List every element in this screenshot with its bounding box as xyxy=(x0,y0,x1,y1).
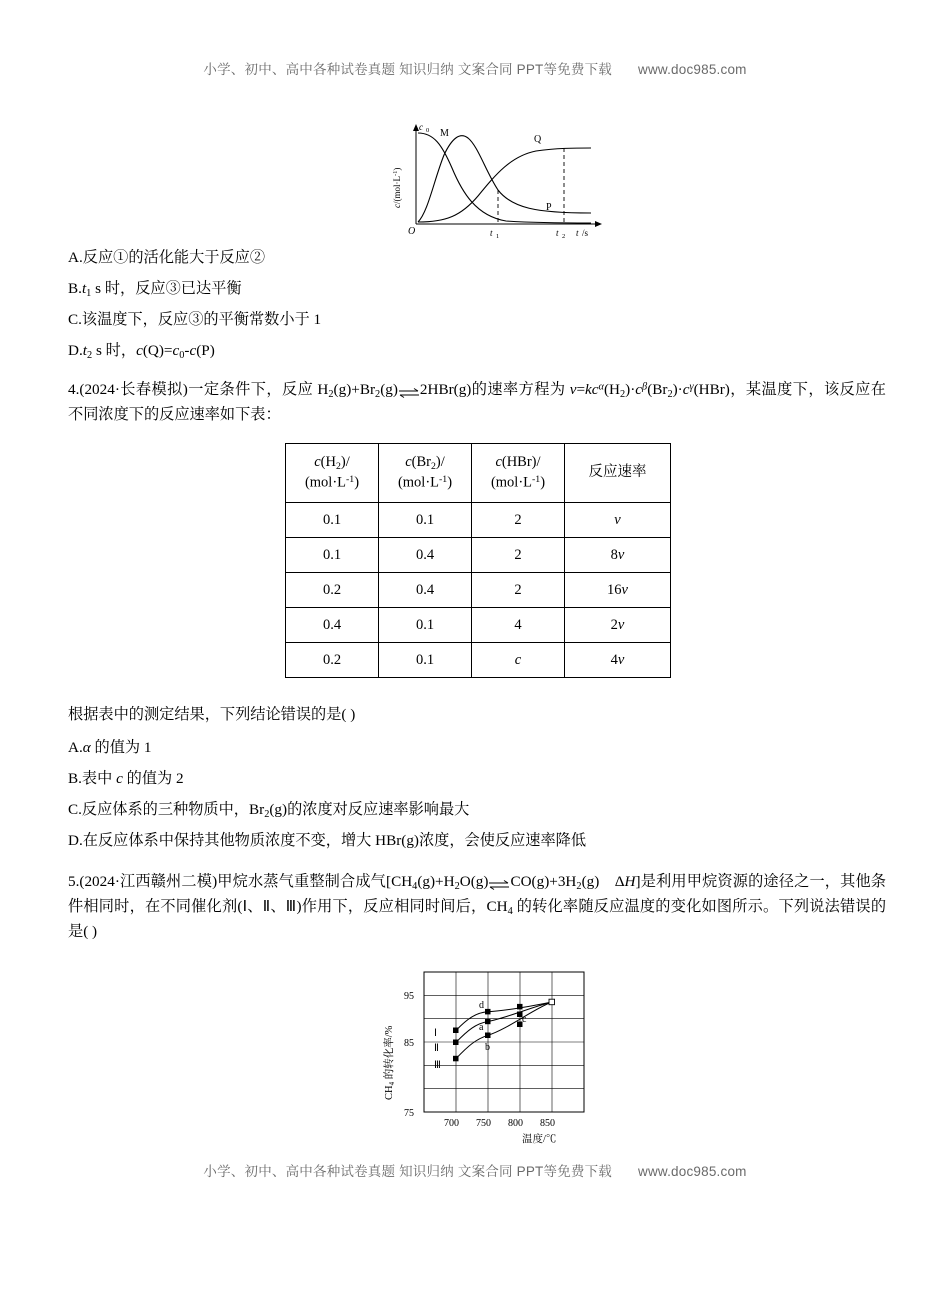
watermark-bottom-url: www.doc985.com xyxy=(638,1164,747,1179)
chart-concentration-vs-time xyxy=(386,120,616,240)
table-row xyxy=(286,573,671,608)
svg-text:/s: /s xyxy=(582,228,589,238)
svg-text:Ⅱ: Ⅱ xyxy=(434,1043,439,1054)
cell: 8v xyxy=(565,538,671,573)
table-row xyxy=(286,643,671,678)
header-rate: 反应速率 xyxy=(565,444,671,503)
svg-text:d: d xyxy=(479,1000,484,1011)
svg-text:95: 95 xyxy=(404,991,414,1002)
svg-text:0: 0 xyxy=(426,127,430,134)
watermark-top-url: www.doc985.com xyxy=(638,62,747,77)
chart2-svg xyxy=(372,960,622,1150)
q4-stem: 4.(2024·长春模拟)一定条件下，反应 $H_2(g)+Br_2(g)$ 2HBr(g)的速率方程为 $v=kc^\alpha(H_2)\cdot c^\beta(Br_2)\cdot c^\gamma(HBr)$，某温度下，该反应在不同浓度下的反应速率如下表： xyxy=(68,381,886,423)
svg-text:t: t xyxy=(576,228,579,238)
svg-text:CH4 的转化率/%: CH4 的转化率/% xyxy=(384,1025,396,1100)
svg-text:75: 75 xyxy=(404,1108,414,1119)
cell: 0.1 xyxy=(379,503,472,538)
q5-stem: 5.(2024·江西赣州二模)甲烷水蒸气重整制合成气[$CH_4(g)+H_2O(g)$ $CO(g)+3H_2(g)$ ΔH]是利用甲烷资源的途径之一，其他条件相同时，在不同催化剂(Ⅰ、Ⅱ、Ⅲ)作用下，反应相同时间后，$CH_4$ 的转化率随反应温度的变化如图所示。下列说法错误的是( ) xyxy=(68,873,887,940)
q4-substem: 根据表中的测定结果，下列结论错误的是( ) xyxy=(68,706,356,723)
cell: 4v xyxy=(565,643,671,678)
q4-option-b: B.表中 c 的值为 2 xyxy=(68,770,184,787)
svg-text:a: a xyxy=(479,1022,484,1033)
svg-text:t: t xyxy=(556,228,559,238)
q3-option-d: $D.t_2$ s 时，$c(Q)=c_0-c(P)$ xyxy=(68,342,215,361)
svg-text:c/(mol·L-1): $c/(mol\cdot L^{-1})$ xyxy=(392,167,402,208)
cell: 0.1 xyxy=(379,643,472,678)
svg-text:c: c xyxy=(522,1014,527,1025)
svg-text:Q: Q xyxy=(534,134,542,145)
equilibrium-arrow-icon xyxy=(398,383,420,398)
svg-text:t: t xyxy=(490,228,493,238)
svg-text:700: 700 xyxy=(444,1118,459,1129)
q4-option-c: C.反应体系的三种物质中，$Br_2(g)$的浓度对反应速率影响最大 xyxy=(68,801,470,820)
table-row xyxy=(286,608,671,643)
watermark-top xyxy=(0,58,950,78)
q4-option-a: A.α 的值为 1 xyxy=(68,739,152,756)
header-cBr2: $c(Br_2)/$ $(mol\cdot L^{-1})$ xyxy=(379,444,472,503)
svg-text:O: O xyxy=(408,226,416,237)
svg-text:Ⅲ: Ⅲ xyxy=(434,1060,441,1071)
cell: 2v xyxy=(565,608,671,643)
cell: 2 xyxy=(472,538,565,573)
svg-text:M: M xyxy=(440,128,449,139)
svg-text:P: P xyxy=(546,202,552,213)
svg-text:750: 750 xyxy=(476,1118,491,1129)
header-cHBr: c(HBr)/ $(mol\cdot L^{-1})$ xyxy=(472,444,565,503)
cell: 2 xyxy=(472,573,565,608)
cell: 0.2 xyxy=(286,643,379,678)
cell: 0.4 xyxy=(286,608,379,643)
rate-data-table xyxy=(285,443,671,678)
q3-option-a: A.反应①的活化能大于反应② xyxy=(68,249,266,266)
cell: 4 xyxy=(472,608,565,643)
svg-text:b: b xyxy=(485,1042,490,1053)
cell: 16v xyxy=(565,573,671,608)
table-header-row xyxy=(286,444,671,503)
svg-text:850: 850 xyxy=(540,1118,555,1129)
cell: c xyxy=(472,643,565,678)
svg-text:Ⅰ: Ⅰ xyxy=(434,1028,437,1039)
svg-text:2: 2 xyxy=(562,233,566,240)
q4-option-d: D.在反应体系中保持其他物质浓度不变，增大 HBr(g)浓度，会使反应速率降低 xyxy=(68,832,587,849)
table xyxy=(285,443,671,678)
chart-ch4-conversion-vs-temperature xyxy=(372,960,622,1150)
chart1-svg xyxy=(386,120,616,240)
svg-text:85: 85 xyxy=(404,1038,414,1049)
equilibrium-arrow-icon-2 xyxy=(488,875,510,890)
cell: 0.2 xyxy=(286,573,379,608)
svg-text:温度/℃: 温度/℃ xyxy=(522,1134,557,1145)
cell: 0.4 xyxy=(379,538,472,573)
cell: 0.1 xyxy=(286,503,379,538)
watermark-top-text: 小学、初中、高中各种试卷真题 知识归纳 文案合同 PPT等免费下载 xyxy=(203,62,612,77)
cell: 2 xyxy=(472,503,565,538)
svg-text:800: 800 xyxy=(508,1118,523,1129)
q3-option-c: C.该温度下，反应③的平衡常数小于 1 xyxy=(68,311,322,328)
cell: v xyxy=(565,503,671,538)
cell: 0.1 xyxy=(379,608,472,643)
header-cH2: $c(H_2)/$ $(mol\cdot L^{-1})$ xyxy=(286,444,379,503)
svg-text:c: c xyxy=(419,122,423,132)
watermark-bottom xyxy=(0,1160,950,1180)
watermark-bottom-text: 小学、初中、高中各种试卷真题 知识归纳 文案合同 PPT等免费下载 xyxy=(203,1164,612,1179)
q3-option-b: $B.t_1$ s 时，反应③已达平衡 xyxy=(68,280,242,299)
table-row xyxy=(286,503,671,538)
svg-text:1: 1 xyxy=(496,233,500,240)
table-row xyxy=(286,538,671,573)
cell: 0.1 xyxy=(286,538,379,573)
cell: 0.4 xyxy=(379,573,472,608)
